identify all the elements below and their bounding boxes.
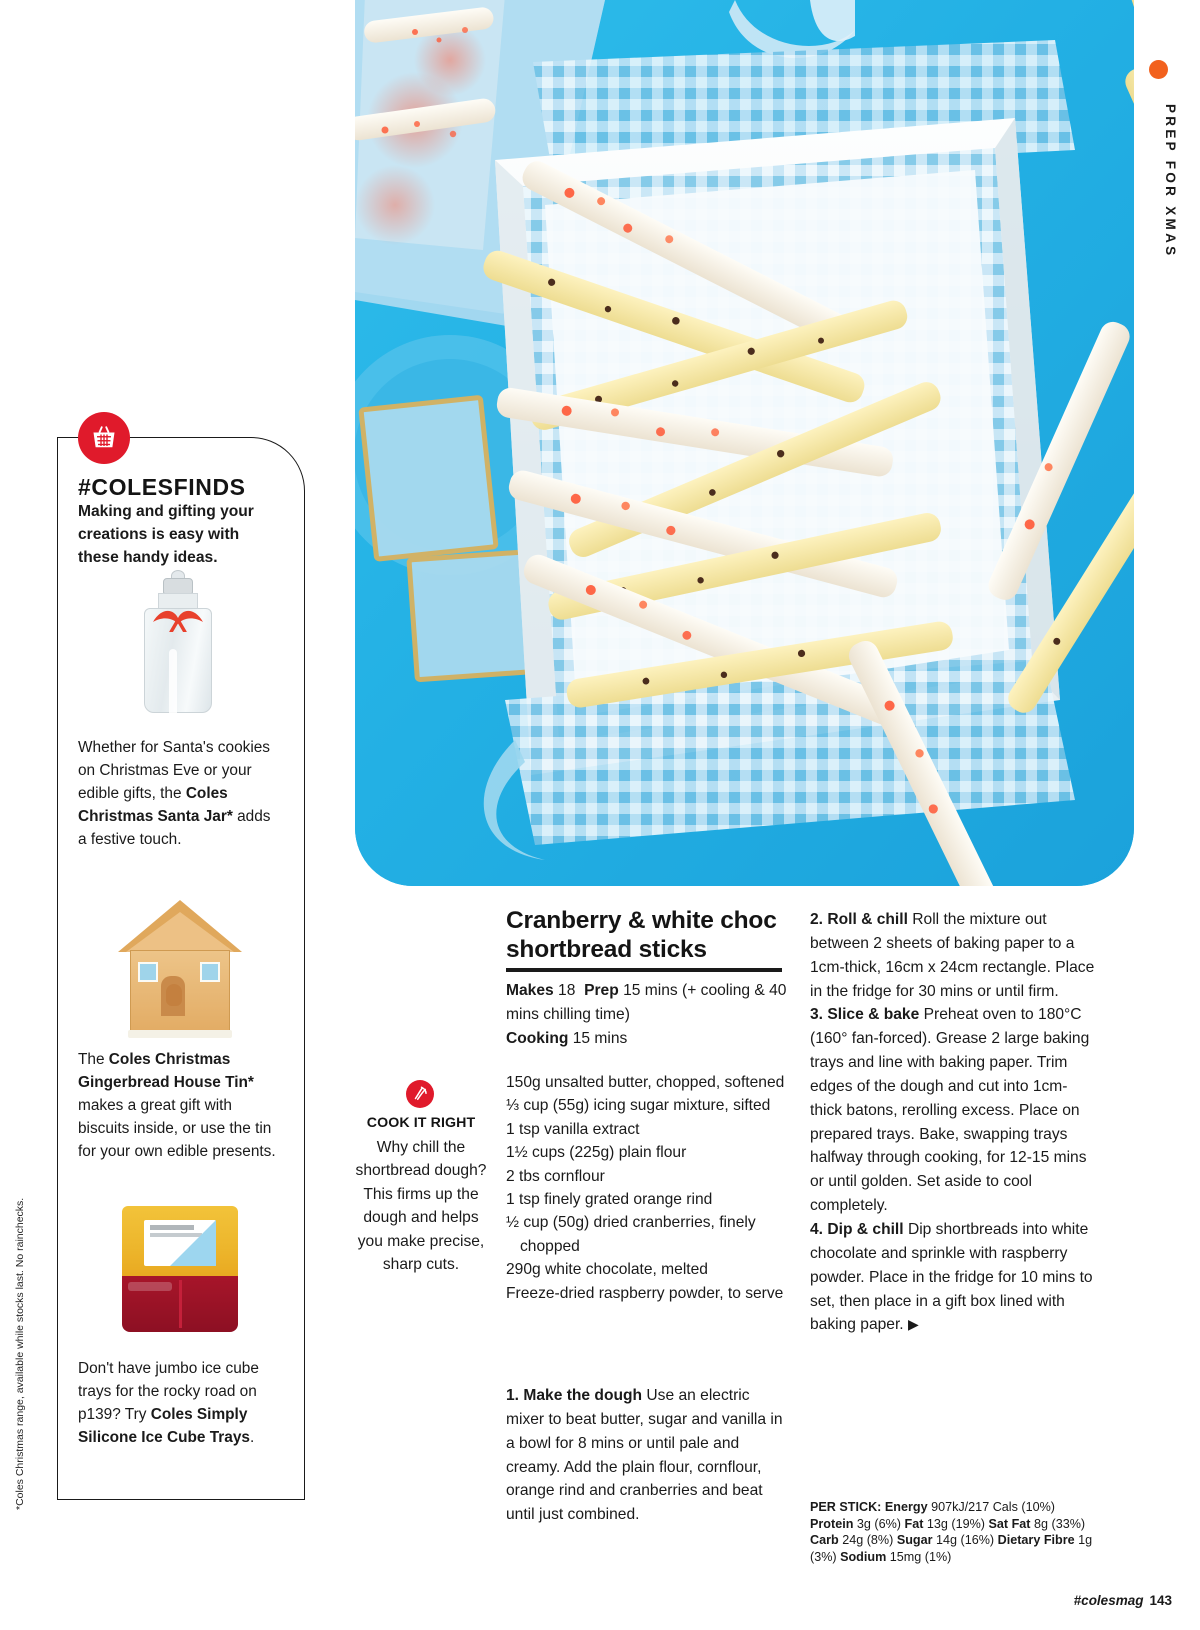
step-4-heading: Dip & chill [827,1220,904,1238]
gingerbread-house-tin-product-image [118,900,242,1050]
section-tab-dot [1149,60,1168,79]
coles-finds-item-2-text [78,1048,278,1164]
step-3-heading: Slice & bake [827,1006,920,1024]
nutrition-value: 14g (16%) [936,1533,995,1548]
item-3-text-before: Don't have jumbo ice cube trays for the rocky road on p139? Try [78,1360,259,1424]
method-column-right [810,908,1095,1337]
disclaimer-text: *Coles Christmas range, available while stocks last. No rainchecks. [14,1197,26,1510]
nutrition-value: 1g (3%) [810,1533,1093,1565]
continue-arrow-icon: ▶ [907,1316,919,1333]
cooking-value: 15 mins [572,1029,628,1047]
cook-it-right-body: Why chill the shortbread dough? This firms up the dough and helps you make precise, sharp cuts. [355,1139,487,1273]
cook-it-right-title: COOK IT RIGHT [366,1115,476,1131]
ingredient-item: 290g white chocolate, melted [506,1261,708,1279]
page-footer [1074,1593,1172,1608]
silicone-ice-cube-tray-product-image [122,1206,238,1334]
step-1-heading: Make the dough [523,1387,643,1404]
nutrition-value: 3g (6%) [856,1516,901,1531]
ingredient-item: 1 tsp finely grated orange rind [506,1190,713,1208]
ingredient-item: 150g unsalted butter, chopped, softened [506,1074,785,1091]
santa-jar-product-image [130,578,226,718]
coles-finds-item-3-text [78,1357,278,1449]
whisk-icon [406,1080,434,1108]
hero-illustration [355,0,1134,886]
item-3-text-after: . [249,1429,255,1447]
ribbon-icon [149,606,207,632]
step-2-body: Roll the mixture out between 2 sheets of baking paper to a 1cm-thick, 16cm x 24cm rectangle. Place in the fridge for 30 mins or until firm. [810,911,1095,1000]
section-tab-label: PREP FOR XMAS [1163,104,1178,259]
nutrition-name: Protein [810,1516,854,1531]
nutrition-name: Carb [810,1533,839,1548]
ingredients-list [506,1071,791,1305]
makes-value: 18 [558,982,576,999]
title-rule [506,968,782,972]
step-4-body: Dip shortbreads into white chocolate and sprinkle with raspberry powder. Place in the fridge for 10 mins to set, then place in a gift box lined with baking paper. [810,1220,1093,1334]
recipe-title: Cranberry & white choc shortbread sticks [506,907,777,964]
nutrition-value: 907kJ/217 Cals (10%) [931,1500,1055,1514]
shopping-basket-icon [78,412,130,464]
item-2-text-after: makes a great gift with biscuits inside, or use the tin for your own edible presents. [78,1097,276,1161]
step-3-number: 3. [810,1006,824,1024]
makes-label: Makes [506,982,554,999]
cooking-label: Cooking [506,1029,569,1047]
step-2-heading: Roll & chill [827,911,908,928]
coles-finds-item-1-text [78,736,278,852]
item-1-text-after: adds a festive touch. [78,808,271,849]
nutrition-name: Sugar [896,1533,933,1548]
page-number: 143 [1149,1593,1172,1608]
recipe-meta [506,979,796,1051]
method-column-left [506,1384,791,1527]
nutrition-value: 15mg (1%) [889,1550,952,1565]
nutrition-label: PER STICK: [810,1500,882,1514]
ingredient-item: ½ cup (50g) dried cranberries, finely chopped [506,1214,756,1255]
ingredient-item: 1½ cups (225g) plain flour [506,1144,687,1162]
step-4-number: 4. [810,1220,824,1238]
ingredient-item: ⅓ cup (55g) icing sugar mixture, sifted [506,1097,771,1115]
ingredient-item: Freeze-dried raspberry powder, to serve [506,1284,784,1302]
item-1-text-before: Whether for Santa's cookies on Christmas Eve or your edible gifts, the [78,739,270,803]
nutrition-name: Energy [884,1500,928,1514]
item-2-text-before: The [78,1051,109,1068]
step-3-body: Preheat oven to 180°C (160° fan-forced). Grease 2 large baking trays and line with baking paper. Trim edges of the dough and cut into 1cm-thick batons, rerolling excess. Place on prepared trays. Bake, swapping trays halfway through cooking, for 12-15 mins or until golden. Set aside to cool completely. [810,1006,1090,1215]
magazine-handle: #colesmag [1073,1593,1144,1608]
nutrition-panel [810,1499,1100,1566]
item-2-product-name: Coles Christmas Gingerbread House Tin* [78,1051,254,1092]
step-1-number: 1. [506,1387,520,1404]
step-2-number: 2. [810,911,824,928]
prep-label: Prep [584,982,619,999]
coles-finds-subtitle: Making and gifting your creations is easy with these handy ideas. [78,503,254,567]
coles-finds-title: #COLESFINDS [78,474,246,500]
nutrition-name: Sodium [840,1550,887,1565]
item-3-product-name: Coles Simply Silicone Ice Cube Trays [78,1406,250,1447]
ingredient-item: 2 tbs cornflour [506,1167,605,1185]
nutrition-name: Dietary Fibre [997,1533,1075,1548]
ingredient-item: 1 tsp vanilla extract [506,1120,640,1138]
nutrition-value: 24g (8%) [842,1533,894,1548]
step-1-body: Use an electric mixer to beat butter, sugar and vanilla in a bowl for 8 mins or until pale and creamy. Add the plain flour, cornflour, orange rind and cranberries and beat until just combined. [506,1387,783,1524]
hero-photo [355,0,1134,886]
item-1-product-name: Coles Christmas Santa Jar* [78,785,233,826]
prep-value: 15 mins (+ cooling & 40 mins chilling time) [506,982,787,1023]
nutrition-value: 8g (33%) [1034,1516,1086,1531]
nutrition-name: Fat [904,1516,924,1531]
nutrition-value: 13g (19%) [926,1516,985,1531]
nutrition-name: Sat Fat [988,1516,1031,1531]
